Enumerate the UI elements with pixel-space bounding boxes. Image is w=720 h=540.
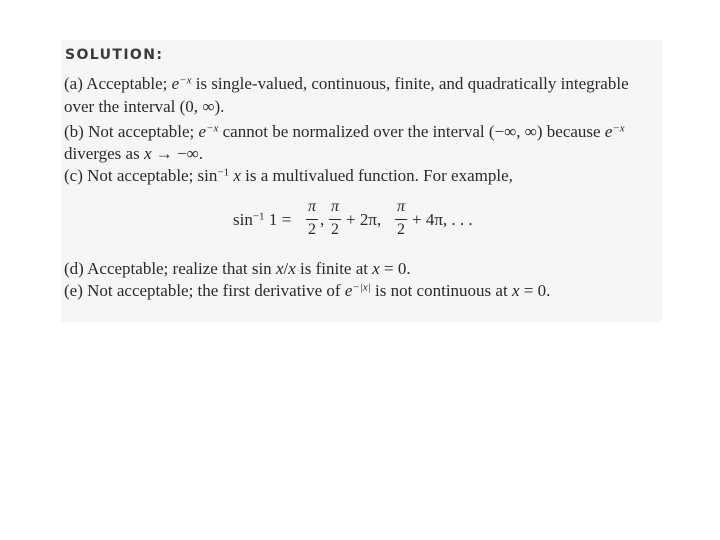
text: = 0. — [519, 281, 551, 300]
fraction-bar — [306, 219, 318, 220]
math-exponent: −x — [612, 122, 625, 135]
math-neg-infinity: −∞ — [177, 144, 199, 163]
text: (b) Not acceptable; — [64, 122, 199, 141]
math-infinity: ∞ — [524, 122, 537, 141]
text: ). — [214, 97, 225, 116]
text: over the interval (0, — [64, 97, 203, 116]
math-arrow: → — [151, 144, 177, 163]
fraction-bar — [395, 219, 407, 220]
solution-heading: SOLUTION: — [65, 47, 164, 63]
equation-term-4pi: + 4π, . . . — [412, 210, 473, 229]
fraction-denominator: 2 — [397, 221, 405, 238]
math-exponent: −1 — [217, 166, 230, 179]
text: is not continuous at — [370, 281, 512, 300]
text: , — [516, 122, 525, 141]
math-neg-infinity: −∞ — [494, 122, 517, 141]
text: = 0. — [379, 259, 411, 278]
fraction-numerator: π — [396, 198, 405, 215]
solution-line-b2 — [64, 144, 203, 164]
fraction-numerator: π — [330, 198, 339, 215]
equation-comma: , — [320, 210, 325, 229]
fraction-denominator: 2 — [331, 221, 339, 238]
solution-line-a2 — [64, 97, 224, 117]
fraction-bar — [329, 219, 341, 220]
text: (d) Acceptable; realize that sin — [64, 259, 276, 278]
text: cannot be normalized over the interval ( — [218, 122, 495, 141]
math-x: x — [275, 259, 284, 278]
math-x: x — [511, 281, 520, 300]
solution-line-b1 — [64, 122, 625, 142]
math-exponent: −|x| — [352, 281, 371, 294]
text: (e) Not acceptable; the first derivative of — [64, 281, 345, 300]
math-x: x — [229, 166, 241, 185]
text: ) because — [536, 122, 605, 141]
text: diverges as — [64, 144, 144, 163]
text: / — [283, 259, 289, 278]
text: (a) Acceptable; — [64, 74, 172, 93]
equation-term-2pi: + 2π, — [346, 210, 382, 229]
math-x: x — [372, 259, 380, 278]
fraction-numerator: π — [307, 198, 316, 215]
solution-line-a1 — [64, 74, 629, 94]
math-e: e — [604, 122, 613, 141]
text: (c) Not acceptable; sin — [64, 166, 218, 185]
text: . — [198, 144, 203, 163]
solution-line-c — [64, 166, 513, 186]
math-infinity: ∞ — [202, 97, 215, 116]
math-exponent: −1 — [252, 210, 265, 223]
math-e: e — [344, 281, 353, 300]
math-exponent: −x — [179, 74, 192, 87]
fraction-denominator: 2 — [308, 221, 316, 238]
text: is single-valued, continuous, finite, and quadratically integrable — [191, 74, 629, 93]
solution-line-d — [64, 259, 411, 279]
equation-lhs — [233, 210, 291, 230]
math-e: e — [198, 122, 207, 141]
solution-line-e — [64, 281, 550, 301]
math-x: x — [143, 144, 152, 163]
text: 1 = — [264, 210, 292, 229]
text: sin — [233, 210, 253, 229]
math-x: x — [288, 259, 296, 278]
text: is finite at — [295, 259, 373, 278]
text: is a multivalued function. For example, — [240, 166, 513, 185]
math-exponent: −x — [206, 122, 219, 135]
math-e: e — [171, 74, 180, 93]
